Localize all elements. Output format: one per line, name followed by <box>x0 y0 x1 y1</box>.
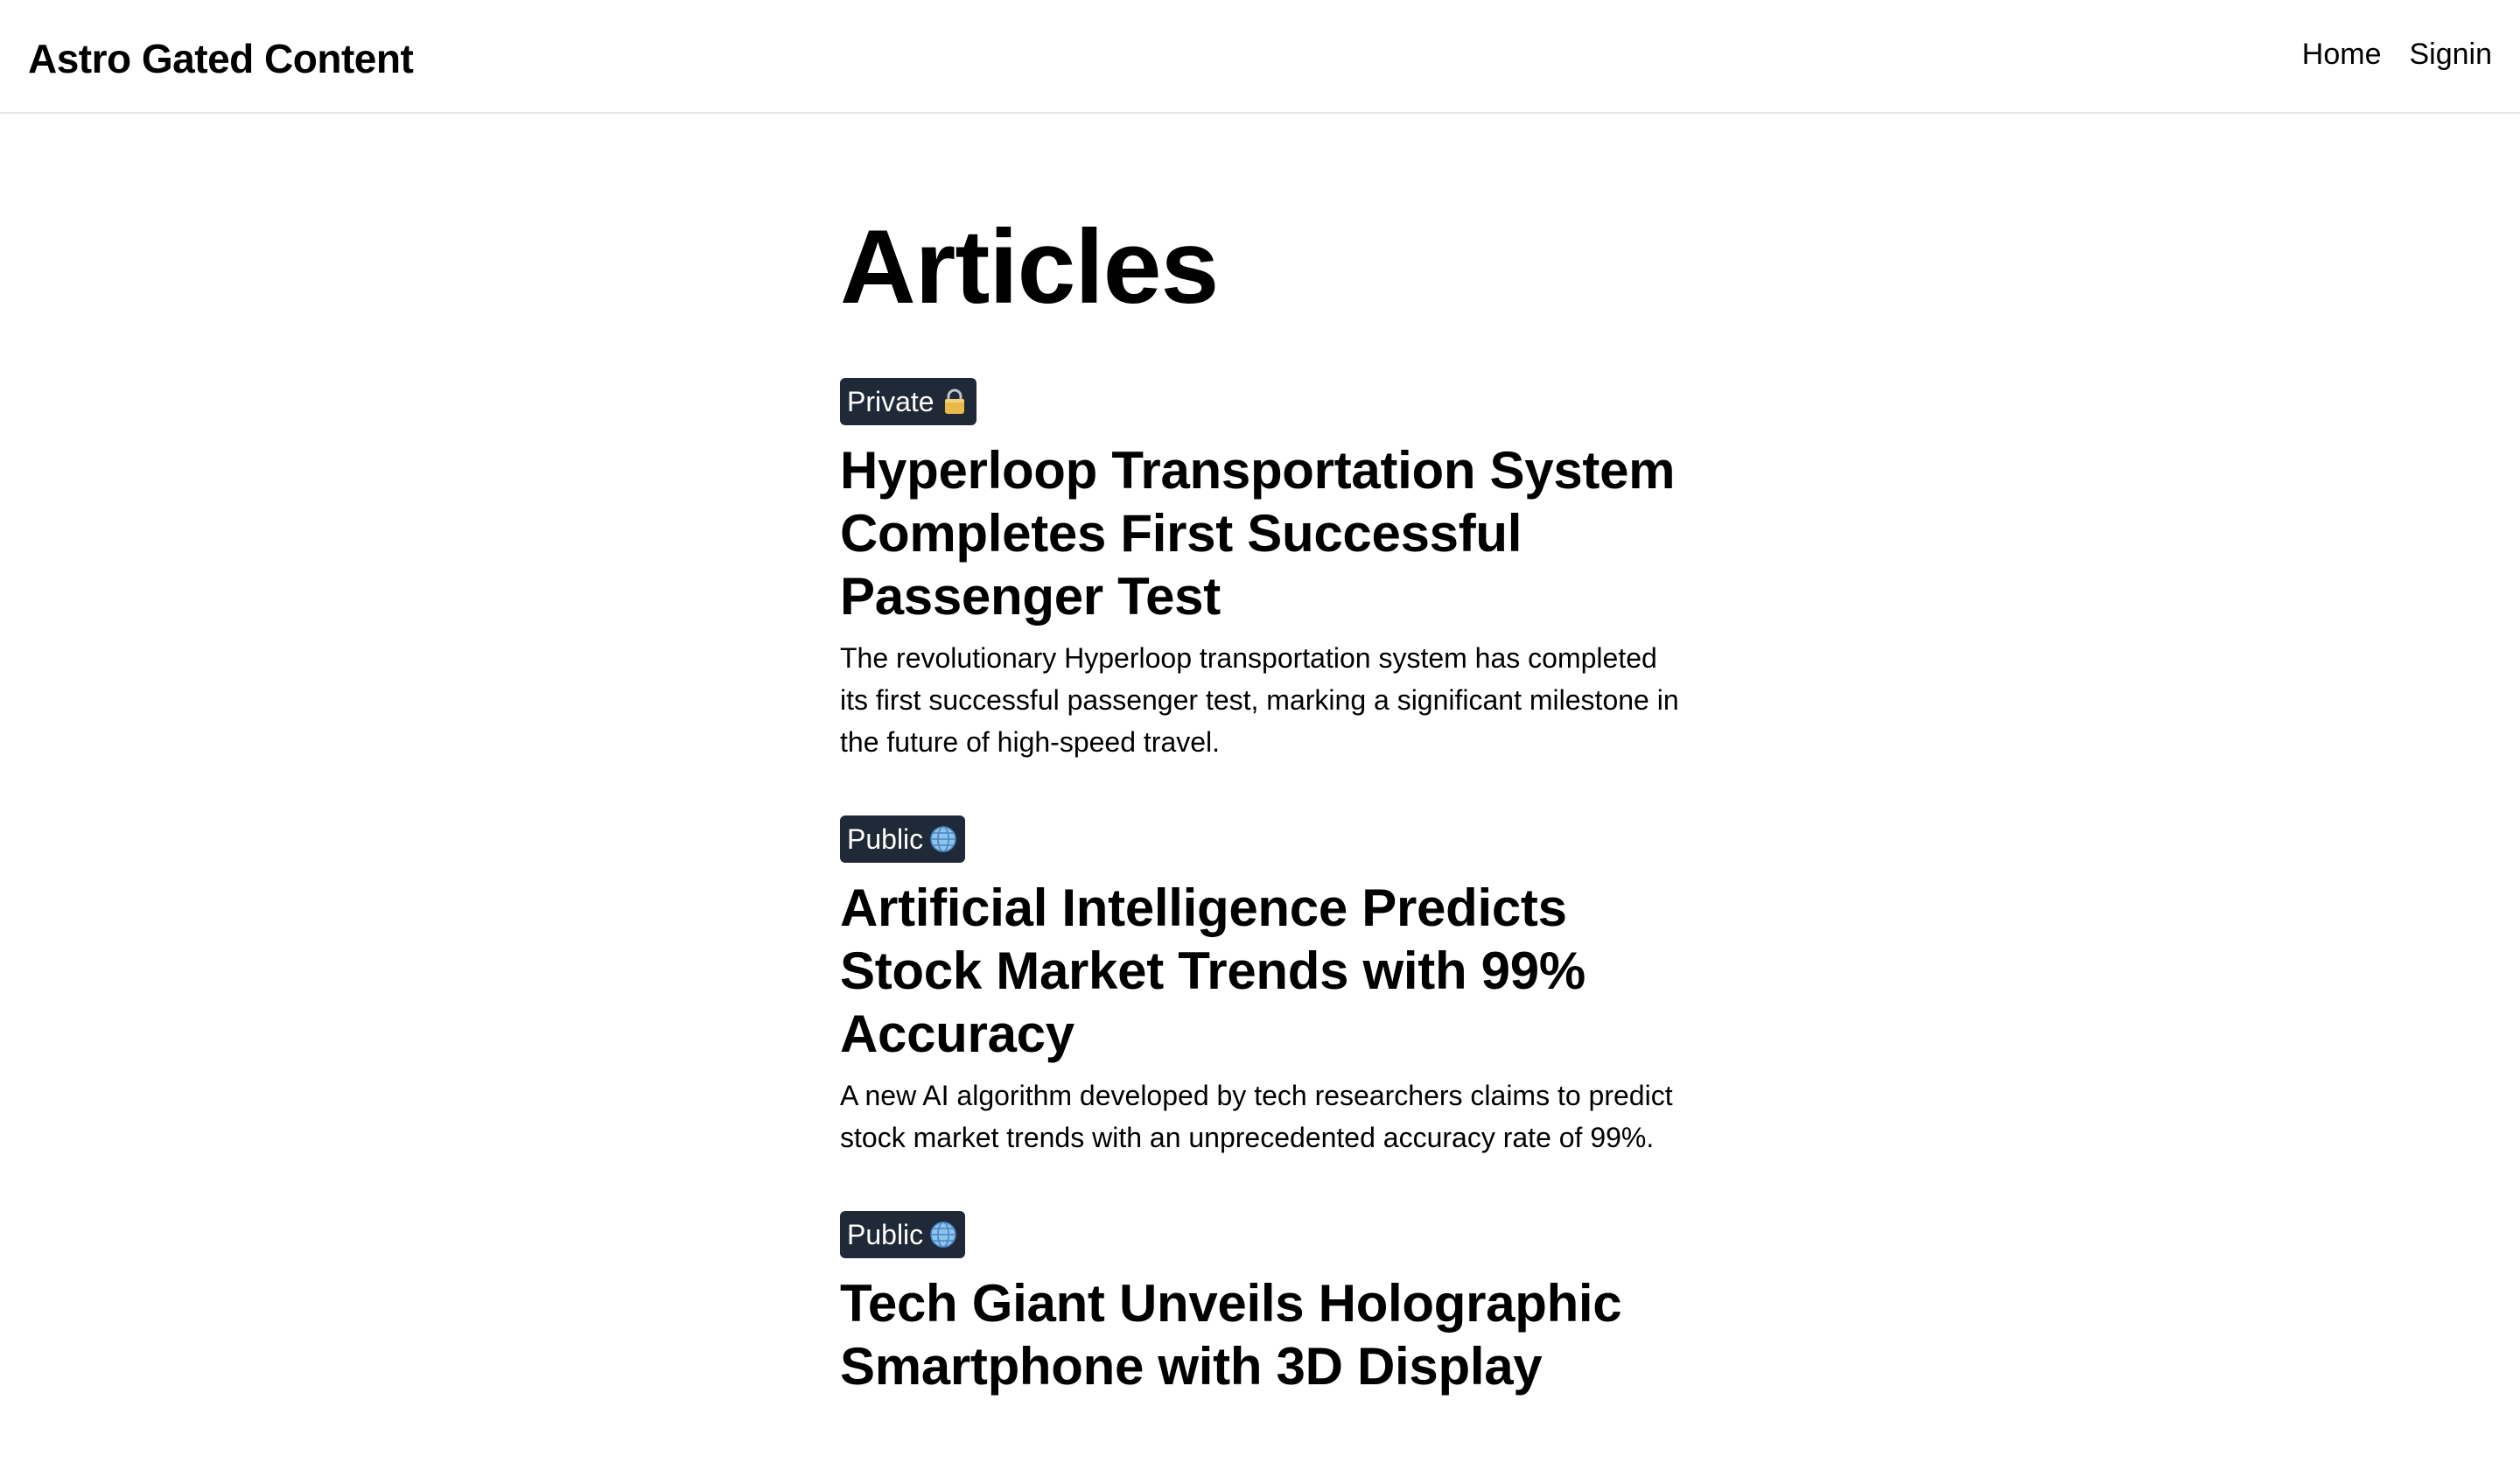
article-card <box>840 378 1689 763</box>
article-card <box>840 1211 1689 1398</box>
site-title[interactable]: Astro Gated Content <box>28 36 414 81</box>
nav-link-home[interactable]: Home <box>2301 37 2382 71</box>
lock-icon <box>940 387 970 416</box>
globe-icon <box>928 824 958 854</box>
main-content <box>840 210 1689 1407</box>
main-nav <box>2302 38 2492 72</box>
article-description: The revolutionary Hyperloop transportation system has completed its first successful passenger test, marking a significant milestone in the future of high-speed travel. <box>840 642 1679 758</box>
badge-label: Public <box>847 823 924 855</box>
article-title[interactable]: Hyperloop Transportation System Completes First Successful Passenger Test <box>840 441 1676 626</box>
article-description: A new AI algorithm developed by tech researchers claims to predict stock market trends with an unprecedented accuracy rate of 99%. <box>840 1080 1673 1153</box>
badge-label: Public <box>847 1219 924 1250</box>
article-card <box>840 816 1689 1158</box>
page-title: Articles <box>840 208 1219 326</box>
site-header <box>0 0 2520 114</box>
visibility-badge <box>840 1211 965 1258</box>
article-title[interactable]: Tech Giant Unveils Holographic Smartphone with 3D Display <box>840 1274 1622 1396</box>
visibility-badge <box>840 378 976 425</box>
globe-icon <box>928 1220 958 1250</box>
article-title[interactable]: Artificial Intelligence Predicts Stock Market Trends with 99% Accuracy <box>840 878 1586 1063</box>
badge-label: Private <box>847 386 934 417</box>
nav-link-signin[interactable]: Signin <box>2409 37 2492 71</box>
visibility-badge <box>840 816 965 863</box>
